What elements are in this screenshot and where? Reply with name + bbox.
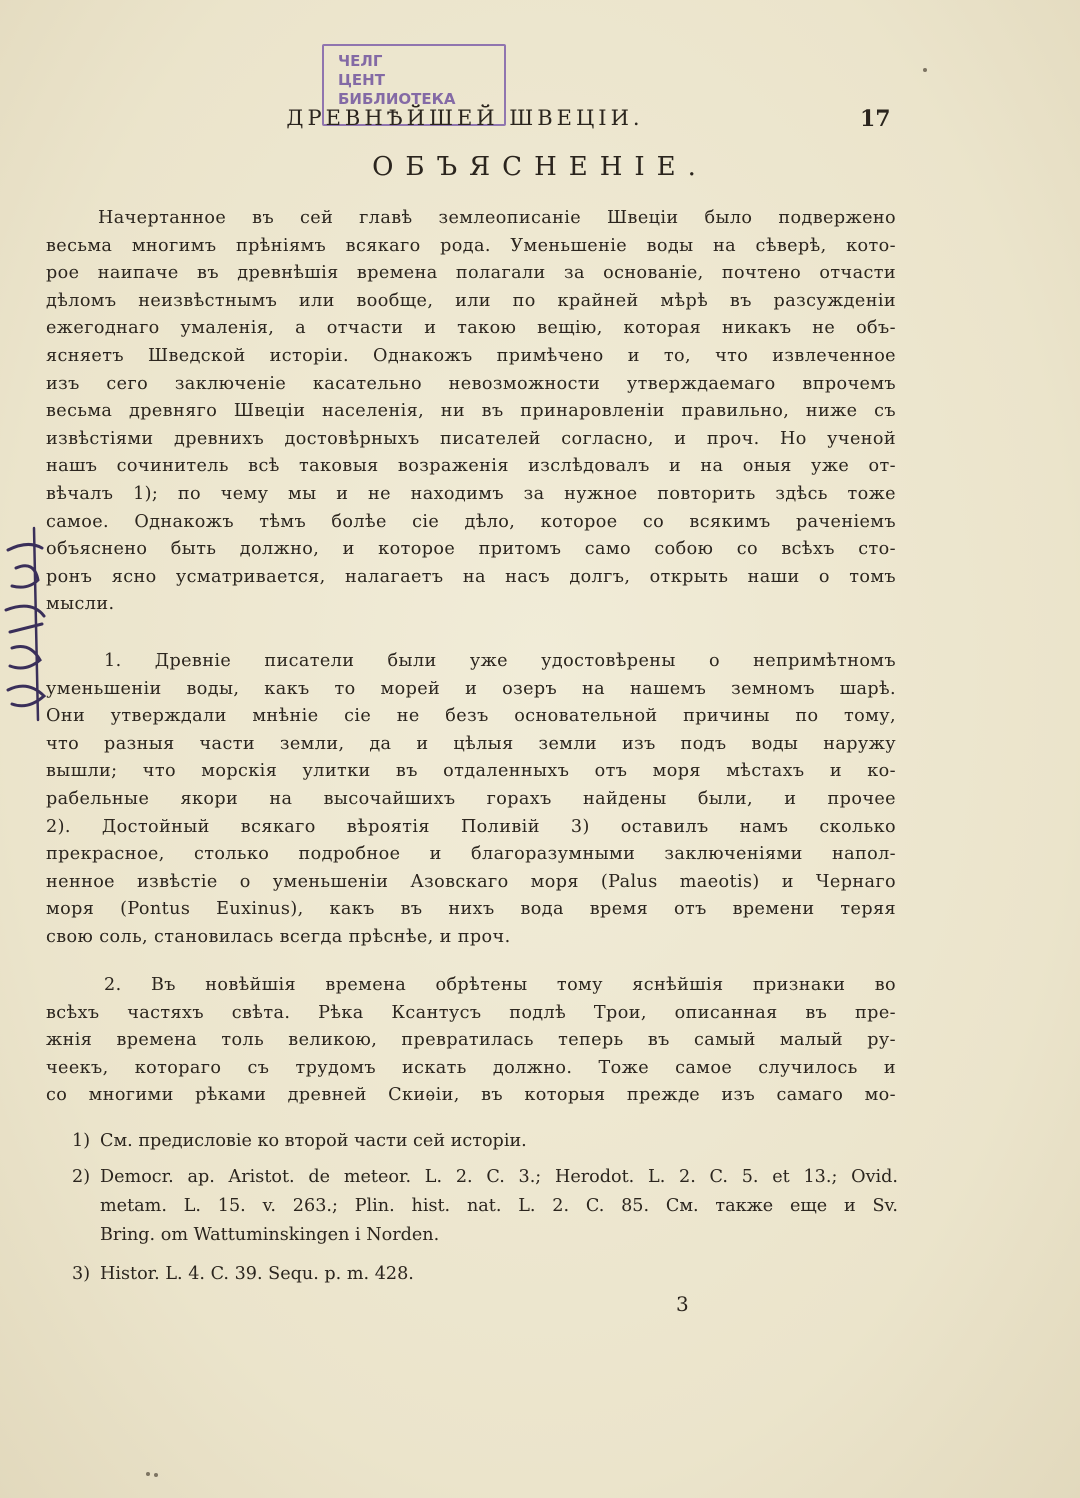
text-line: вѣчалъ 1); по чему мы и не находимъ за нужное повторить здѣсь тоже: [46, 483, 896, 504]
text-line: что разныя части земли, да и цѣлыя земли изъ подъ воды наружу: [46, 733, 896, 754]
text-line: дѣломъ неизвѣстнымъ или вообще, или по крайней мѣрѣ въ разсужденіи: [46, 290, 896, 311]
footnote-line: Histor. L. 4. C. 39. Sequ. p. m. 428.: [100, 1264, 414, 1284]
text-line: извѣстіями древнихъ достовѣрныхъ писателей согласно, и проч. Но ученой: [46, 428, 896, 449]
text-line: ненное извѣстіе о уменьшеніи Азовскаго моря (Palus maeotis) и Чернаго: [46, 871, 896, 892]
text-line: ясняетъ Шведской исторіи. Однакожъ примѣчено и то, что извлеченное: [46, 345, 896, 366]
text-line: прекрасное, столько подробное и благоразумными заключеніями напол-: [46, 844, 896, 865]
text-line: объяснено быть должно, и которое притомъ само собою со всѣхъ сто-: [46, 539, 896, 560]
footnote-number: 3): [72, 1264, 91, 1284]
stamp-line: ЦЕНТ: [338, 71, 385, 89]
stamp-line: ЧЕЛГ: [338, 52, 383, 70]
text-line: чеекъ, котораго съ трудомъ искать должно. Тоже самое случилось и: [46, 1057, 896, 1078]
paper-speck: [154, 1473, 158, 1477]
running-head: ДРЕВНѢЙШЕЙ ШВЕЦІИ.: [286, 106, 644, 130]
text-line: жнія времена толь великою, превратилась теперь въ самый малый ру-: [46, 1030, 896, 1051]
text-line: моря (Pontus Euxinus), какъ въ нихъ вода время отъ времени теряя: [46, 899, 896, 920]
text-line: весьма многимъ прѣніямъ всякаго рода. Уменьшеніе воды на сѣверѣ, кото-: [46, 235, 896, 256]
text-line: мысли.: [46, 594, 115, 615]
paper-speck: [146, 1472, 150, 1476]
text-line: ронъ ясно усматривается, налагаетъ на насъ долгъ, открыть наши о томъ: [46, 566, 896, 587]
section-title: ОБЪЯСНЕНІЕ.: [372, 152, 708, 182]
text-line: нашъ сочинитель всѣ таковыя возраженія изслѣдовалъ и на оныя уже от-: [46, 456, 896, 477]
text-line: 1. Древніе писатели были уже удостовѣрены о непримѣтномъ: [104, 651, 896, 671]
text-line: Они утверждали мнѣніе сіе не безъ основательной причины по тому,: [46, 706, 896, 727]
text-line: свою соль, становилась всегда прѣснѣе, и проч.: [46, 926, 511, 947]
text-line: изъ сего заключеніе касательно невозможности утверждаемаго впрочемъ: [46, 373, 896, 394]
text-line: рое наипаче въ древнѣшія времена полагали за основаніе, почтено отчасти: [46, 263, 896, 284]
page-number: 17: [860, 106, 891, 132]
footnote-line: См. предисловіе ко второй части сей исторіи.: [100, 1131, 527, 1151]
text-line: 2. Въ новѣйшія времена обрѣтены тому яснѣйшія признаки во: [104, 975, 896, 995]
footnote-line: Bring. om Wattuminskingen i Norden.: [100, 1225, 440, 1245]
paper-speck: [923, 68, 927, 72]
text-line: рабельные якори на высочайшихъ горахъ найдены были, и прочее: [46, 788, 896, 809]
paragraph-3: [46, 972, 896, 1110]
footnote-line: metam. L. 15. v. 263.; Plin. hist. nat. L. 2. C. 85. См. также еще и Sv.: [100, 1196, 898, 1216]
text-line: ежегоднаго умаленія, а отчасти и такою вещію, которая никакъ не объ-: [46, 318, 896, 339]
text-line: уменьшеніи воды, какъ то морей и озеръ на нашемъ земномъ шарѣ.: [46, 678, 896, 699]
footnote-number: 1): [72, 1131, 91, 1151]
stamp-line: БИБЛИОТЕКА: [338, 90, 456, 108]
text-line: всѣхъ частяхъ свѣта. Рѣка Ксантусъ подлѣ Трои, описанная въ пре-: [46, 1002, 896, 1023]
text-line: вышли; что морскія улитки въ отдаленныхъ отъ моря мѣстахъ и ко-: [46, 761, 896, 782]
text-line: весьма древняго Швеціи населенія, ни въ принаровленіи правильно, ниже съ: [46, 401, 896, 422]
text-line: со многими рѣками древней Скиѳіи, въ которыя прежде изъ самаго мо-: [46, 1085, 896, 1106]
footnote-1: [72, 1127, 898, 1157]
text-line: самое. Однакожъ тѣмъ болѣе сіе дѣло, которое со всякимъ раченіемъ: [46, 511, 896, 532]
footnote-line: Democr. ap. Aristot. de meteor. L. 2. C. 3.; Herodot. L. 2. C. 5. et 13.; Ovid.: [100, 1167, 898, 1187]
signature-mark: 3: [676, 1292, 689, 1316]
footnote-2: [72, 1163, 898, 1253]
footnote-number: 2): [72, 1167, 91, 1187]
text-line: Начертанное въ сей главѣ землеописаніе Швеціи было подвержено: [98, 208, 896, 228]
footnote-3: [72, 1260, 898, 1290]
handwritten-margin-note: [0, 520, 58, 730]
paragraph-1: [46, 205, 896, 619]
paragraph-2: [46, 648, 896, 952]
text-line: 2). Достойный всякаго вѣроятія Поливій 3) оставилъ намъ сколько: [46, 816, 896, 837]
